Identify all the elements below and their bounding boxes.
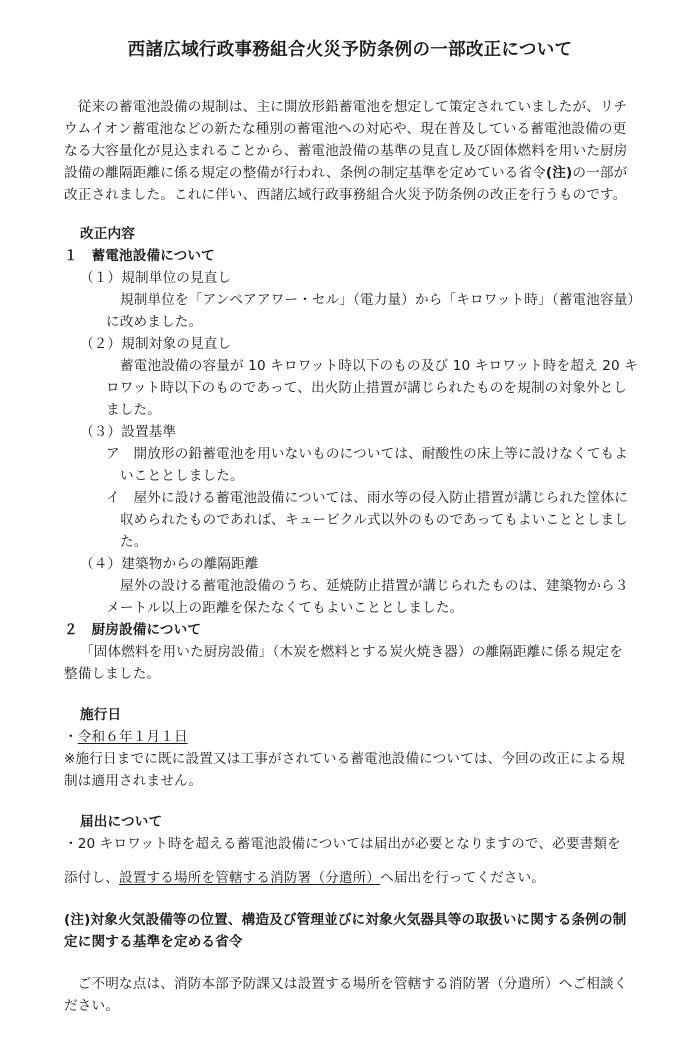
effective-date: 令和６年１月１日 (77, 729, 188, 745)
item3-b-line-1: イ 屋外に設ける蓄電池設備については、雨水等の侵入防止措置が講じられた筐体に (106, 490, 628, 506)
notification-line-2-post: へ届出を行ってください。 (380, 870, 546, 886)
item1-title: （１）規制単位の見直し (80, 270, 232, 286)
intro-line-4-text: 設備の離隔距離に係る規定の整備が行われ、条例の制定基準を定めている省令 (64, 165, 546, 181)
effective-date-bullet: ・ (64, 729, 78, 745)
section2-heading: ２ 厨房設備について (64, 622, 202, 638)
contact-line-1: ご不明な点は、消防本部予防課又は設置する場所を管轄する消防署（分遣所）へご相談く (64, 976, 628, 992)
notification-line-2-pre: 添付し、 (64, 870, 119, 886)
footnote-line-1: (注)対象火気設備等の位置、構造及び管理並びに対象火気器具等の取扱いに関する条例の制 (64, 912, 627, 928)
item1-body-line-2: に改めました。 (106, 314, 203, 330)
item3-a-line-2: いこととしました。 (120, 468, 244, 484)
effective-note-line-1: ※施行日までに既に設置又は工事がされている蓄電池設備については、今回の改正による規 (64, 751, 626, 767)
item4-body-line-1: 屋外の設ける蓄電池設備のうち、延焼防止措置が講じられたものは、建築物から３ (120, 578, 629, 594)
effective-note-line-2: 制は適用されません。 (64, 773, 203, 789)
effective-heading: 施行日 (80, 707, 122, 723)
intro-line-5: 改正されました。これに伴い、西諸広域行政事務組合火災予防条例の改正を行うものです。 (64, 187, 627, 203)
item4-body-line-2: メートル以上の距離を保たなくてもよいこととしました。 (106, 600, 464, 616)
item4-title: （４）建築物からの離隔距離 (80, 556, 259, 572)
item1-body-line-1: 規制単位を「アンペアアワー・セル」（電力量）から「キロワット時」（蓄電池容量） (120, 292, 642, 308)
notification-line-1: ・20 キロワット時を超える蓄電池設備については届出が必要となりますので、必要書類を (64, 836, 621, 852)
item2-body-line-1: 蓄電池設備の容量が 10 キロワット時以下のもの及び 10 キロワット時を超え 20 キ (120, 358, 639, 374)
revision-heading: 改正内容 (80, 226, 135, 242)
intro-line-3: なる大容量化が見込まれることから、蓄電池設備の基準の見直し及び固体燃料を用いた厨房 (64, 143, 628, 159)
section1-heading: １ 蓄電池設備について (64, 248, 215, 264)
intro-line-1: 従来の蓄電池設備の規制は、主に開放形鉛蓄電池を想定して策定されていましたが、リチ (64, 99, 628, 115)
section2-body-line-1: 「固体燃料を用いた厨房設備」（木炭を燃料とする炭火焼き器）の離隔距離に係る規定を (80, 644, 623, 660)
item2-body-line-2: ロワット時以下のものであって、出火防止措置が講じられたものを規制の対象外とし (106, 380, 628, 396)
item3-b-line-2: 収められたものであれば、キュービクル式以外のものであってもよいこととしまし (120, 512, 628, 528)
item2-body-line-3: ました。 (106, 402, 161, 418)
intro-line-2: ウムイオン蓄電池などの新たな種別の蓄電池への対応や、現在普及している蓄電池設備の更 (64, 121, 627, 137)
intro-line-4-tail: の一部が (572, 165, 628, 181)
section2-body-line-2: 整備しました。 (64, 666, 161, 682)
page-title: 西諸広域行政事務組合火災予防条例の一部改正について (127, 40, 573, 60)
item3-a-line-1: ア 開放形の鉛蓄電池を用いないものについては、耐酸性の床上等に設けなくてもよ (106, 446, 628, 462)
intro-line-4 (64, 164, 627, 182)
item3-b-line-3: た。 (120, 534, 148, 550)
footnote-line-2: 定に関する基準を定める省令 (64, 934, 243, 950)
contact-line-2: ださい。 (64, 998, 119, 1014)
item3-title: （３）設置基準 (80, 424, 177, 440)
notification-line-2 (64, 869, 545, 887)
footnote-marker: (注) (545, 165, 573, 181)
notification-heading: 届出について (80, 814, 163, 830)
notification-office: 設置する場所を管轄する消防署（分遣所） (118, 870, 381, 886)
item2-title: （２）規制対象の見直し (80, 336, 232, 352)
effective-date-line (64, 728, 188, 746)
